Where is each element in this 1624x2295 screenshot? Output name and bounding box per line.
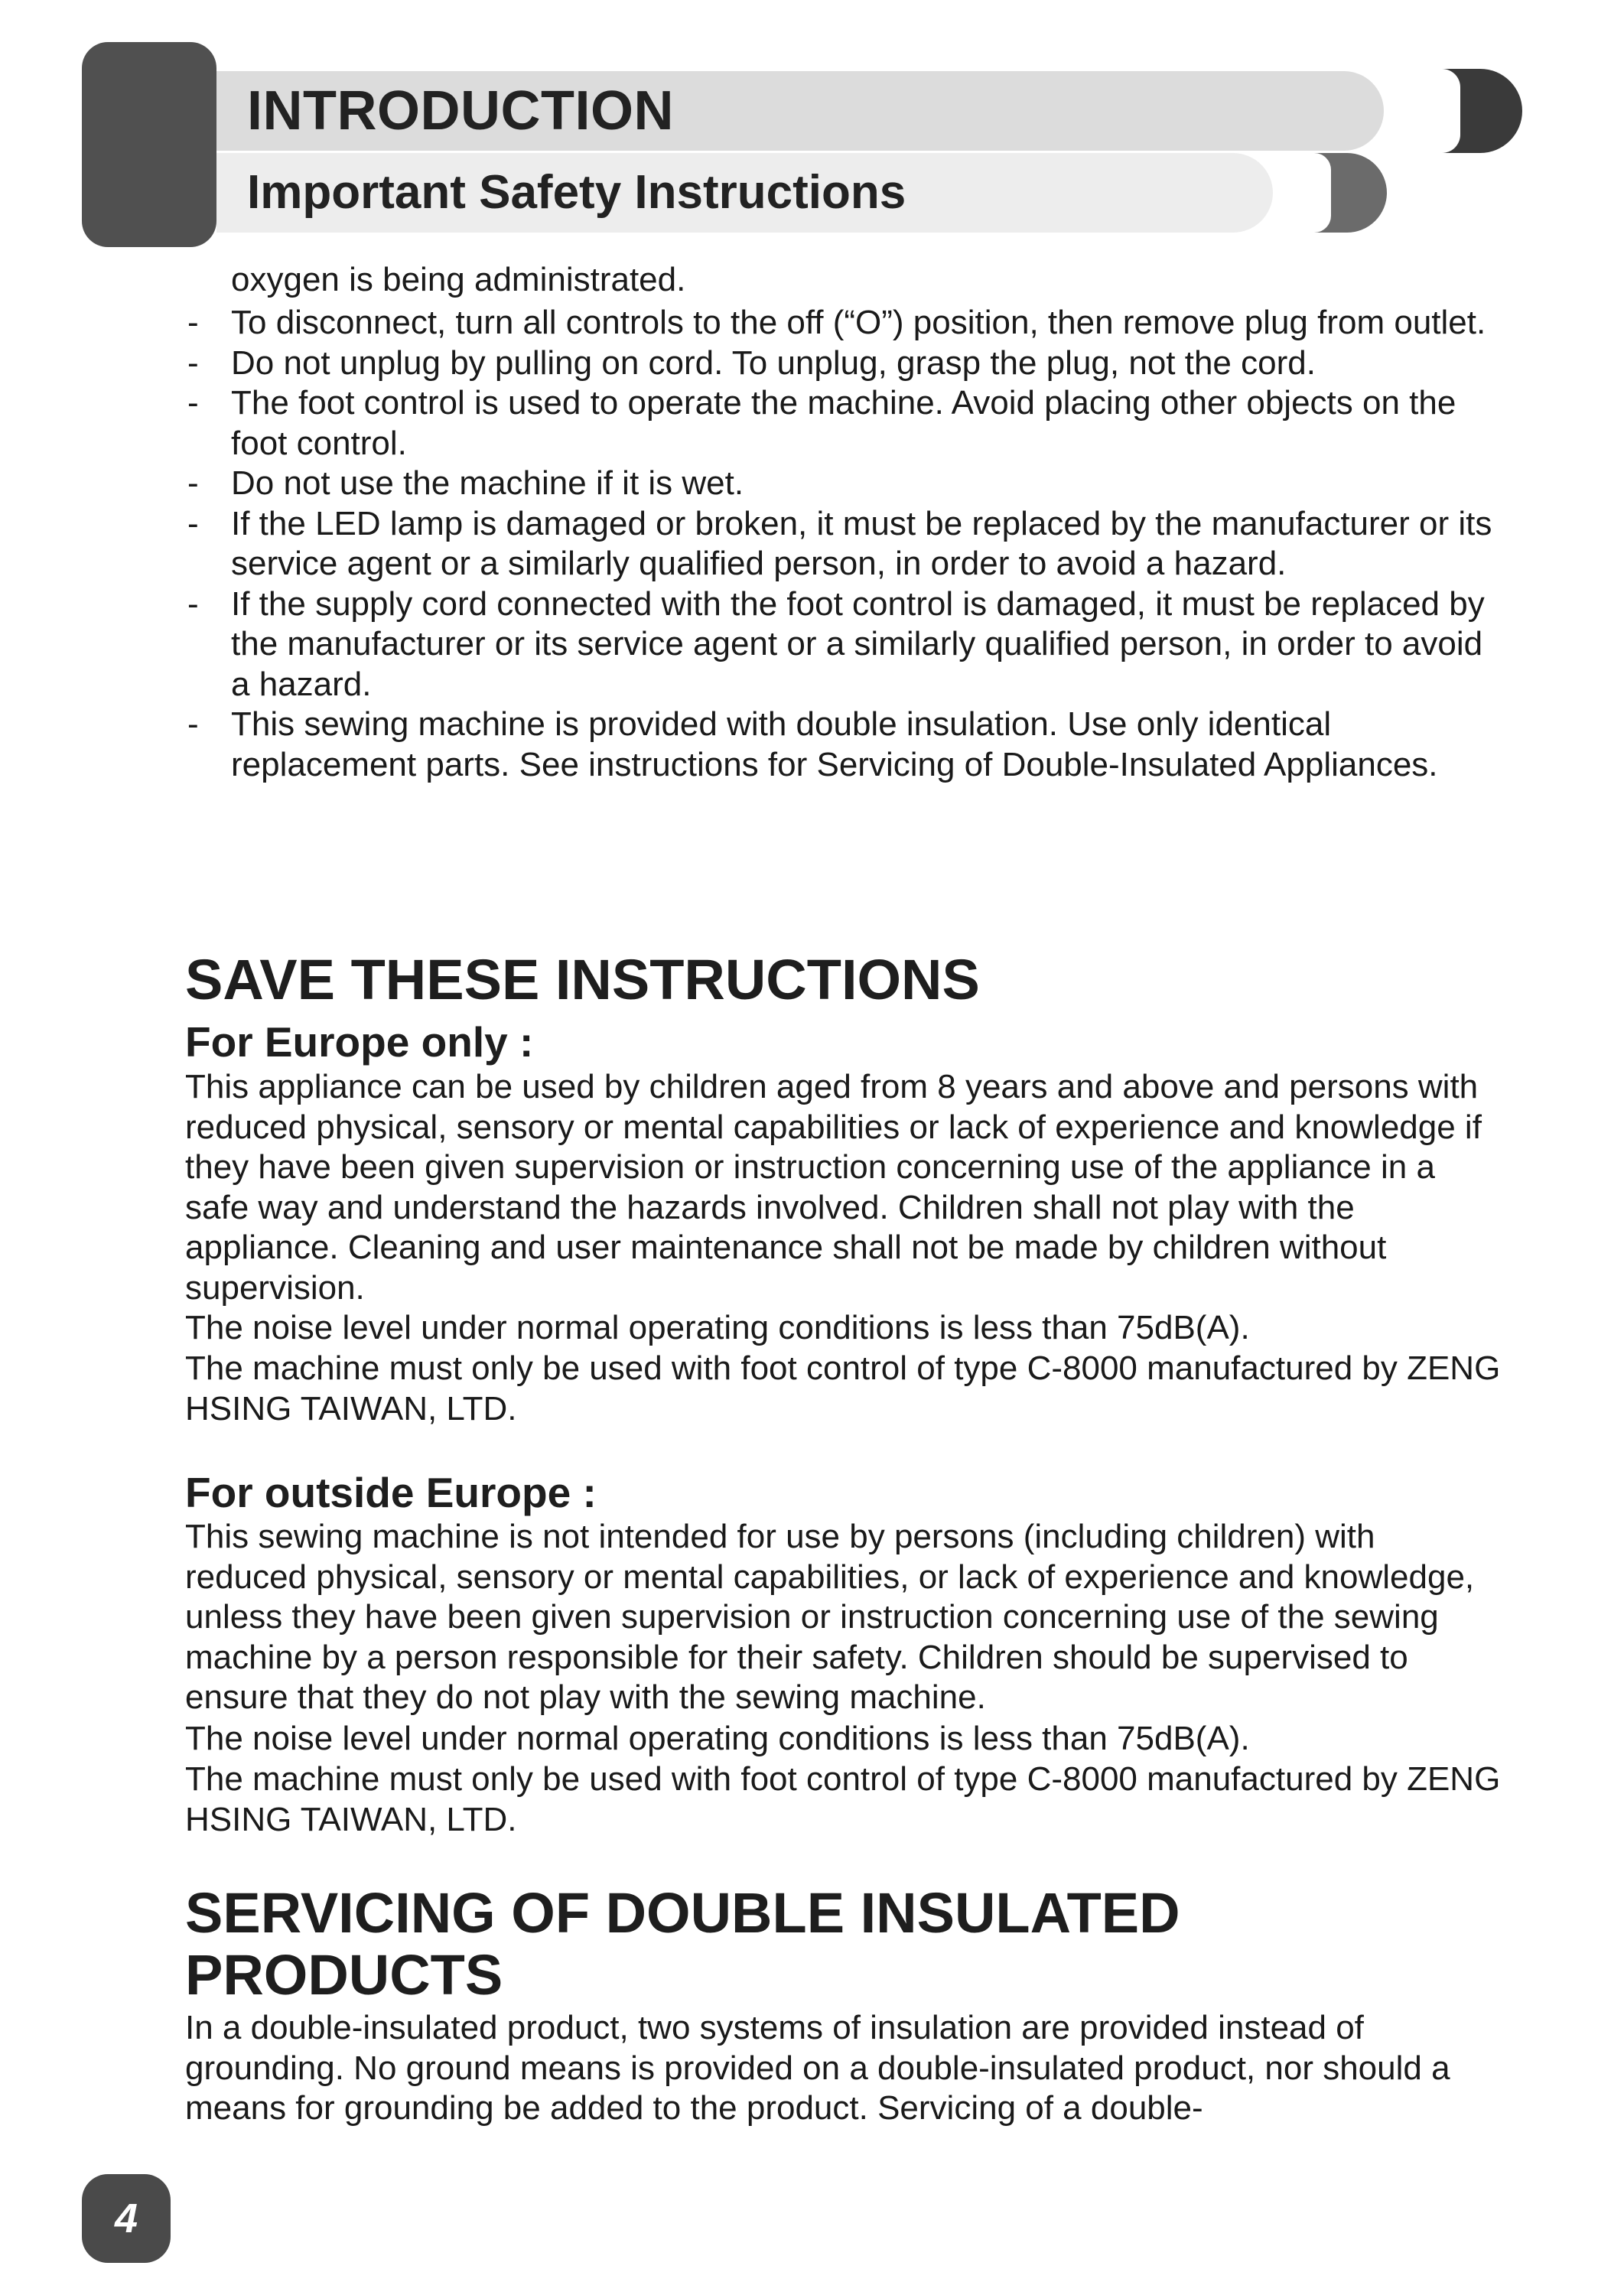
save-instructions-heading: SAVE THESE INSTRUCTIONS <box>185 948 980 1011</box>
safety-bullet-list <box>187 303 1503 785</box>
header-subtitle-bar <box>216 153 1273 233</box>
list-item: - This sewing machine is provided with double insulation. Use only identical replacement parts. See instructions for Servicing of Double-Insulated Appliances. <box>187 705 1438 783</box>
list-item: - Do not use the machine if it is wet. <box>187 464 744 502</box>
header-tab-block <box>82 42 216 247</box>
servicing-heading-line2: PRODUCTS <box>185 1943 503 2007</box>
europe-foot-control-text: The machine must only be used with foot control of type C-8000 manufactured by ZENG HSING TAIWAN, LTD. <box>185 1349 1501 1427</box>
outside-noise-text: The noise level under normal operating conditions is less than 75dB(A). <box>185 1720 1250 1757</box>
list-item: - Do not unplug by pulling on cord. To unplug, grasp the plug, not the cord. <box>187 343 1316 382</box>
list-item: - If the LED lamp is damaged or broken, it must be replaced by the manufacturer or its service agent or a similarly qualified person, in order to avoid a hazard. <box>187 504 1492 582</box>
header-decor-cap-bottom <box>1314 153 1387 233</box>
europe-paragraph: This appliance can be used by children aged from 8 years and above and persons with reduced physical, sensory or mental capabilities or lack of experience and knowledge if they have been given supervision or instruction concerning use of the appliance in a safe way and understand the hazards involved. Children shall not play with the appliance. Cleaning and user maintenance shall not be made by children without supervision. <box>185 1068 1482 1307</box>
outside-europe-paragraph: This sewing machine is not intended for use by persons (including children) with reduced physical, sensory or mental capabilities, or lack of experience and knowledge, unless they have been given supervision or instruction concerning use of the sewing machine by a person responsible for their safety. Children should be supervised to ensure that they do not play with the sewing machine. <box>185 1518 1475 1716</box>
servicing-heading-line1: SERVICING OF DOUBLE INSULATED <box>185 1881 1180 1945</box>
list-item: - If the supply cord connected with the foot control is damaged, it must be replaced by the manufacturer or its service agent or a similarly qualified person, in order to avoid a hazard. <box>187 584 1485 703</box>
section-subtitle: Important Safety Instructions <box>247 166 906 219</box>
servicing-paragraph: In a double-insulated product, two systems of insulation are provided instead of grounding. No ground means is provided on a double-insulated product, nor should a means for grounding be added to the product. Servicing of a double- <box>185 2009 1450 2127</box>
europe-heading: For Europe only : <box>185 1018 534 1066</box>
outside-europe-heading: For outside Europe : <box>185 1469 597 1516</box>
outside-foot-control-text: The machine must only be used with foot control of type C-8000 manufactured by ZENG HSING TAIWAN, LTD. <box>185 1760 1501 1838</box>
list-item: - The foot control is used to operate the machine. Avoid placing other objects on the foot control. <box>187 384 1456 462</box>
europe-noise-text: The noise level under normal operating conditions is less than 75dB(A). <box>185 1309 1250 1346</box>
list-item: - To disconnect, turn all controls to the off (“O”) position, then remove plug from outlet. <box>187 304 1486 341</box>
header-decor-cap-top <box>1442 69 1522 153</box>
continuation-text: oxygen is being administrated. <box>231 261 686 298</box>
section-title: INTRODUCTION <box>247 80 674 142</box>
header-title-bar <box>216 71 1384 151</box>
page-number: 4 <box>82 2174 171 2263</box>
